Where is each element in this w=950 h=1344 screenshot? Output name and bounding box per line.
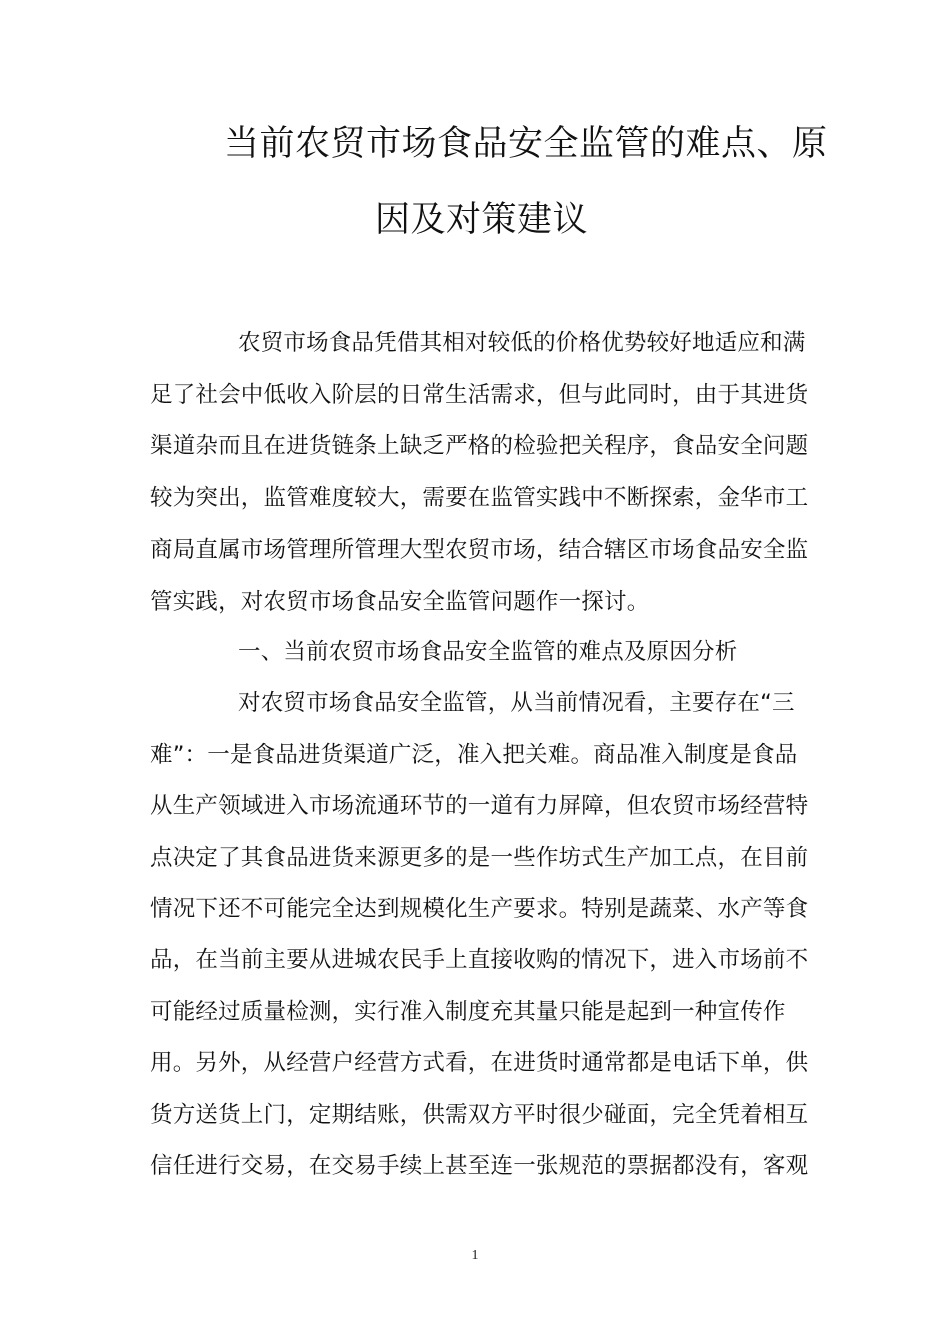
paragraph-1-line-2: 足了社会中低收入阶层的日常生活需求，但与此同时，由于其进货 bbox=[150, 382, 809, 408]
paragraph-2-line-2: 难”：一是食品进货渠道广泛，准入把关难。商品准入制度是食品 bbox=[150, 742, 798, 768]
document-title-line-1: 当前农贸市场食品安全监管的难点、原 bbox=[224, 124, 828, 164]
document-title-line-2: 因及对策建议 bbox=[375, 200, 589, 240]
paragraph-1-line-1: 农贸市场食品凭借其相对较低的价格优势较好地适应和满 bbox=[238, 330, 806, 356]
paragraph-2-line-5: 情况下还不可能完全达到规模化生产要求。特别是蔬菜、水产等食 bbox=[150, 896, 809, 922]
paragraph-2-line-10: 信任进行交易，在交易手续上甚至连一张规范的票据都没有，客观 bbox=[150, 1153, 809, 1179]
page-number: 1 bbox=[471, 1248, 479, 1263]
section-heading-1: 一、当前农贸市场食品安全监管的难点及原因分析 bbox=[238, 639, 738, 665]
paragraph-2-line-9: 货方送货上门，定期结账，供需双方平时很少碰面，完全凭着相互 bbox=[150, 1102, 809, 1128]
paragraph-1-line-4: 较为突出，监管难度较大，需要在监管实践中不断探索，金华市工 bbox=[150, 485, 809, 511]
paragraph-2-line-6: 品，在当前主要从进城农民手上直接收购的情况下，进入市场前不 bbox=[150, 947, 809, 973]
paragraph-1-line-6: 管实践，对农贸市场食品安全监管问题作一探讨。 bbox=[150, 589, 650, 615]
paragraph-2-line-3: 从生产领域进入市场流通环节的一道有力屏障，但农贸市场经营特 bbox=[150, 793, 809, 819]
paragraph-2-line-8: 用。另外，从经营户经营方式看，在进货时通常都是电话下单，供 bbox=[150, 1050, 809, 1076]
paragraph-2-line-4: 点决定了其食品进货来源更多的是一些作坊式生产加工点，在目前 bbox=[150, 845, 809, 871]
paragraph-2-line-1: 对农贸市场食品安全监管，从当前情况看，主要存在“三 bbox=[238, 690, 795, 716]
paragraph-1-line-3: 渠道杂而且在进货链条上缺乏严格的检验把关程序，食品安全问题 bbox=[150, 433, 809, 459]
paragraph-1-line-5: 商局直属市场管理所管理大型农贸市场，结合辖区市场食品安全监 bbox=[150, 537, 809, 563]
paragraph-2-line-7: 可能经过质量检测，实行准入制度充其量只能是起到一种宣传作 bbox=[150, 999, 786, 1025]
